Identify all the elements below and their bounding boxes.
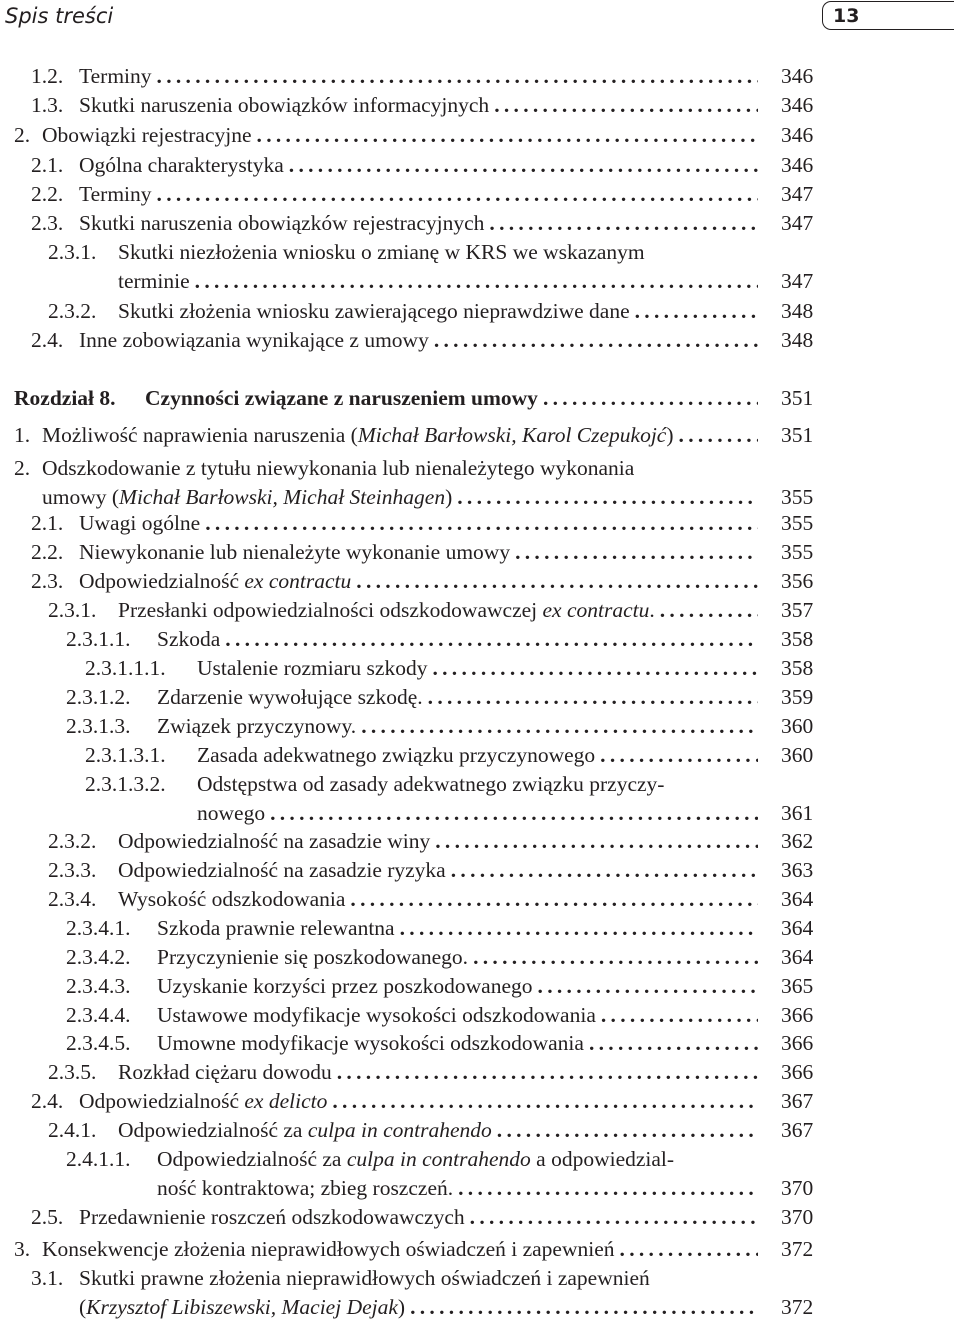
entry-number: 1. — [14, 423, 31, 447]
entry-line — [42, 1235, 758, 1263]
entry-continuation-line — [42, 483, 758, 511]
entry-title — [118, 885, 345, 913]
entry-text: Uzyskanie korzyści przez poszkodowanego — [157, 974, 533, 998]
toc-entry — [0, 827, 960, 856]
dot-leader — [515, 538, 758, 566]
dot-leader — [361, 712, 758, 740]
entry-number: 2.3. — [31, 569, 64, 593]
entry-number: 2.3. — [31, 211, 64, 235]
entry-number: 2.3.1. — [48, 240, 97, 264]
entry-continuation-line — [197, 799, 758, 827]
entry-text: Wysokość odszkodowania — [118, 887, 346, 911]
entry-title — [118, 238, 645, 266]
entry-title — [79, 62, 152, 90]
dot-leader — [489, 209, 758, 237]
dot-leader — [270, 799, 758, 827]
entry-text-italic: Michał Barłowski, Karol Czepukojć — [357, 423, 667, 447]
entry-title — [79, 209, 484, 237]
entry-text: nowego — [197, 801, 266, 825]
dot-leader — [620, 1235, 758, 1263]
entry-line — [79, 91, 758, 119]
entry-title — [42, 421, 674, 449]
toc-entry — [0, 885, 960, 914]
entry-text: ( — [79, 1295, 87, 1319]
toc-entry — [0, 712, 960, 741]
entry-number: 2. — [14, 123, 31, 147]
dot-leader — [458, 1174, 758, 1202]
entry-page-number: 361 — [781, 801, 814, 825]
entry-number: 2.1. — [31, 153, 64, 177]
entry-text: Przyczynienie się poszkodowanego. — [157, 945, 469, 969]
entry-line — [157, 972, 758, 1000]
entry-line — [157, 712, 758, 740]
dot-leader — [497, 1116, 758, 1144]
dot-leader — [332, 1087, 758, 1115]
entry-line — [157, 1001, 758, 1029]
entry-text: Skutki naruszenia obowiązków rejestracyjnych — [79, 211, 485, 235]
dot-leader — [157, 62, 758, 90]
entry-page-number: 366 — [781, 1060, 814, 1084]
entry-title — [79, 1264, 650, 1292]
dot-leader — [679, 421, 758, 449]
entry-title — [79, 567, 351, 595]
entry-number: 2.5. — [31, 1205, 64, 1229]
toc-entry — [0, 1116, 960, 1145]
entry-line — [79, 180, 758, 208]
dot-leader — [225, 625, 758, 653]
entry-title — [197, 770, 664, 798]
toc-entry — [0, 91, 960, 120]
dot-leader — [538, 972, 758, 1000]
dot-leader — [337, 1058, 758, 1086]
entry-line — [79, 326, 758, 354]
toc-entry — [0, 1203, 960, 1232]
entry-line — [79, 1264, 758, 1292]
entry-title — [157, 914, 395, 942]
entry-page-number: 346 — [781, 64, 814, 88]
dot-leader — [289, 151, 758, 179]
entry-number: 2.3.4.1. — [66, 916, 131, 940]
entry-number: 2.3.4. — [48, 887, 97, 911]
entry-line — [42, 421, 758, 449]
dot-leader — [157, 180, 758, 208]
toc-entry — [0, 1058, 960, 1087]
entry-page-number: 356 — [781, 569, 814, 593]
toc-entry — [0, 1001, 960, 1030]
entry-page-number: 355 — [781, 485, 814, 509]
entry-number: Rozdział 8. — [14, 386, 116, 410]
toc-entry — [0, 121, 960, 150]
entry-title — [157, 1029, 584, 1057]
entry-page-number: 367 — [781, 1089, 814, 1113]
entry-text: Odpowiedzialność — [79, 569, 245, 593]
toc-entry — [0, 770, 960, 828]
toc-entry — [0, 1264, 960, 1322]
entry-page-number: 347 — [781, 269, 814, 293]
toc-entry — [0, 856, 960, 885]
toc-entry — [0, 454, 960, 512]
entry-page-number: 370 — [781, 1176, 814, 1200]
entry-title — [118, 856, 446, 884]
entry-line — [118, 238, 758, 266]
entry-title — [42, 1235, 615, 1263]
entry-text-suffix: ) — [445, 485, 453, 509]
entry-page-number: 348 — [781, 328, 814, 352]
toc-entry — [0, 384, 960, 413]
entry-title — [157, 972, 533, 1000]
entry-text: umowy ( — [42, 485, 120, 509]
entry-text: Przesłanki odpowiedzialności odszkodowawczej — [118, 598, 543, 622]
entry-text: Rozkład ciężaru dowodu — [118, 1060, 332, 1084]
entry-line — [157, 943, 758, 971]
entry-title — [157, 683, 423, 711]
entry-title-continuation — [79, 1293, 405, 1321]
toc-entry — [0, 1145, 960, 1203]
entry-text: Odstępstwa od zasady adekwatnego związku przyczy- — [197, 772, 665, 796]
entry-text-italic: ex contractu — [542, 598, 650, 622]
entry-page-number: 346 — [781, 123, 814, 147]
entry-number: 1.3. — [31, 93, 64, 117]
entry-text: Skutki naruszenia obowiązków informacyjnych — [79, 93, 490, 117]
toc-entry — [0, 1029, 960, 1058]
entry-title — [118, 1116, 492, 1144]
entry-number: 2.4.1. — [48, 1118, 97, 1142]
entry-page-number: 358 — [781, 627, 814, 651]
entry-text: Inne zobowiązania wynikające z umowy — [79, 328, 429, 352]
entry-number: 2.2. — [31, 182, 64, 206]
entry-line — [118, 297, 758, 325]
entry-title-continuation — [197, 799, 265, 827]
entry-text: Odpowiedzialność — [79, 1089, 245, 1113]
entry-title-continuation — [157, 1174, 453, 1202]
dot-leader — [543, 384, 758, 412]
entry-line — [42, 121, 758, 149]
entry-page-number: 347 — [781, 211, 814, 235]
entry-title — [157, 1001, 596, 1029]
entry-line — [197, 741, 758, 769]
dot-leader — [457, 483, 758, 511]
dot-leader — [257, 121, 758, 149]
entry-number: 2.3.1.3. — [66, 714, 131, 738]
entry-line — [79, 567, 758, 595]
entry-page-number: 358 — [781, 656, 814, 680]
entry-title — [145, 384, 538, 412]
entry-number: 2.3.4.2. — [66, 945, 131, 969]
entry-title — [42, 454, 634, 482]
entry-title — [118, 297, 630, 325]
entry-title — [118, 1058, 332, 1086]
entry-text: Niewykonanie lub nienależyte wykonanie umowy — [79, 540, 511, 564]
toc-entry — [0, 209, 960, 238]
entry-page-number: 365 — [781, 974, 814, 998]
entry-title — [79, 180, 152, 208]
entry-text-italic: Krzysztof Libiszewski, Maciej Dejak — [86, 1295, 398, 1319]
entry-text: Odpowiedzialność na zasadzie winy — [118, 829, 431, 853]
dot-leader — [494, 91, 758, 119]
entry-line — [79, 538, 758, 566]
entry-text: Szkoda — [157, 627, 221, 651]
toc-entry — [0, 509, 960, 538]
dot-leader — [356, 567, 758, 595]
dot-leader — [470, 1203, 758, 1231]
entry-number: 2.1. — [31, 511, 64, 535]
entry-text: Czynności związane z naruszeniem umowy — [145, 386, 538, 410]
toc-entry — [0, 741, 960, 770]
entry-line — [79, 509, 758, 537]
entry-page-number: 348 — [781, 299, 814, 323]
entry-number: 2.4.1.1. — [66, 1147, 131, 1171]
toc-entry — [0, 914, 960, 943]
entry-number: 2.3.1.3.1. — [85, 743, 166, 767]
entry-line — [79, 151, 758, 179]
entry-line — [42, 454, 758, 482]
entry-line — [197, 770, 758, 798]
entry-text: Odpowiedzialność za — [157, 1147, 347, 1171]
entry-page-number: 370 — [781, 1205, 814, 1229]
entry-text: Ogólna charakterystyka — [79, 153, 284, 177]
entry-text: Zdarzenie wywołujące szkodę. — [157, 685, 423, 709]
entry-title — [79, 91, 489, 119]
entry-line — [197, 654, 758, 682]
entry-line — [118, 1058, 758, 1086]
entry-page-number: 364 — [781, 887, 814, 911]
dot-leader — [600, 741, 758, 769]
entry-text: Możliwość naprawienia naruszenia ( — [42, 423, 358, 447]
dot-leader — [635, 297, 758, 325]
dot-leader — [451, 856, 758, 884]
dot-leader — [601, 1001, 758, 1029]
toc-entry — [0, 180, 960, 209]
entry-line — [145, 384, 758, 412]
entry-number: 2.4. — [31, 1089, 64, 1113]
entry-number: 2.3.4.4. — [66, 1003, 131, 1027]
dot-leader — [432, 654, 758, 682]
entry-text-suffix: a odpowiedzial- — [530, 1147, 675, 1171]
entry-title — [157, 943, 468, 971]
entry-title — [79, 1203, 465, 1231]
entry-number: 2. — [14, 456, 31, 480]
dot-leader — [400, 914, 758, 942]
entry-title — [79, 326, 429, 354]
entry-number: 2.3.1.1.1. — [85, 656, 166, 680]
toc-entry — [0, 943, 960, 972]
entry-text-suffix: ) — [397, 1295, 406, 1319]
entry-page-number: 372 — [781, 1295, 814, 1319]
entry-text: Terminy — [79, 182, 152, 206]
entry-text: Związek przyczynowy. — [157, 714, 357, 738]
entry-text: Ustawowe modyfikacje wysokości odszkodowania — [157, 1003, 596, 1027]
entry-page-number: 355 — [781, 540, 814, 564]
entry-title — [157, 712, 356, 740]
entry-line — [79, 1087, 758, 1115]
entry-number: 3.1. — [31, 1266, 64, 1290]
entry-text: Skutki złożenia wniosku zawierającego nieprawdziwe dane — [118, 299, 630, 323]
entry-page-number: 364 — [781, 916, 814, 940]
entry-number: 3. — [14, 1237, 31, 1261]
entry-line — [79, 1203, 758, 1231]
entry-text: Obowiązki rejestracyjne — [42, 123, 252, 147]
entry-number: 2.3.1.1. — [66, 627, 131, 651]
entry-title-continuation — [42, 483, 452, 511]
entry-line — [79, 62, 758, 90]
entry-text-italic: culpa in contrahendo — [307, 1118, 492, 1142]
entry-title — [79, 1087, 327, 1115]
entry-text: Konsekwencje złożenia nieprawidłowych oświadczeń i zapewnień — [42, 1237, 615, 1261]
entry-number: 2.2. — [31, 540, 64, 564]
entry-text: Zasada adekwatnego związku przyczynowego — [197, 743, 596, 767]
dot-leader — [205, 509, 758, 537]
toc-entry — [0, 62, 960, 91]
entry-page-number: 360 — [781, 743, 814, 767]
entry-title-continuation — [118, 267, 190, 295]
entry-page-number: 366 — [781, 1003, 814, 1027]
toc-entry — [0, 625, 960, 654]
entry-number: 2.3.2. — [48, 299, 97, 323]
entry-text: Ustalenie rozmiaru szkody — [197, 656, 428, 680]
entry-title — [157, 625, 220, 653]
toc-entry — [0, 654, 960, 683]
entry-title — [79, 538, 510, 566]
entry-number: 2.3.1.2. — [66, 685, 131, 709]
entry-number: 2.3.4.3. — [66, 974, 131, 998]
entry-continuation-line — [79, 1293, 758, 1321]
entry-text: Odszkodowanie z tytułu niewykonania lub nienależytego wykonania — [42, 456, 635, 480]
entry-number: 2.4. — [31, 328, 64, 352]
entry-number: 2.3.1.3.2. — [85, 772, 166, 796]
entry-title — [118, 827, 430, 855]
entry-line — [118, 827, 758, 855]
entry-line — [157, 625, 758, 653]
entry-text: Skutki prawne złożenia nieprawidłowych oświadczeń i zapewnień — [79, 1266, 650, 1290]
entry-text: Szkoda prawnie relewantna — [157, 916, 395, 940]
toc-entry — [0, 538, 960, 567]
entry-page-number: 367 — [781, 1118, 814, 1142]
entry-page-number: 346 — [781, 93, 814, 117]
running-header-title: Spis treści — [5, 4, 114, 28]
entry-page-number: 359 — [781, 685, 814, 709]
toc-entry — [0, 297, 960, 326]
toc-entry — [0, 1235, 960, 1264]
entry-title — [79, 151, 284, 179]
entry-continuation-line — [157, 1174, 758, 1202]
dot-leader — [410, 1293, 758, 1321]
entry-page-number: 372 — [781, 1237, 814, 1261]
toc-entry — [0, 1087, 960, 1116]
entry-page-number: 351 — [781, 423, 814, 447]
entry-line — [157, 914, 758, 942]
dot-leader — [428, 683, 758, 711]
toc-entry — [0, 596, 960, 625]
entry-title — [42, 121, 252, 149]
entry-page-number: 355 — [781, 511, 814, 535]
entry-number: 2.3.1. — [48, 598, 97, 622]
entry-page-number: 351 — [781, 386, 814, 410]
entry-text: Terminy — [79, 64, 152, 88]
entry-line — [118, 596, 758, 624]
entry-page-number: 347 — [781, 182, 814, 206]
dot-leader — [473, 943, 758, 971]
entry-text-suffix: . — [649, 598, 655, 622]
entry-page-number: 346 — [781, 153, 814, 177]
entry-text: Skutki niezłożenia wniosku o zmianę w KRS we wskazanym — [118, 240, 645, 264]
toc-entry — [0, 683, 960, 712]
entry-text: Uwagi ogólne — [79, 511, 201, 535]
entry-text-italic: ex delicto — [244, 1089, 328, 1113]
entry-page-number: 357 — [781, 598, 814, 622]
entry-text: ność kontraktowa; zbieg roszczeń. — [157, 1176, 454, 1200]
entry-number: 2.3.3. — [48, 858, 97, 882]
page-number: 13 — [833, 5, 860, 27]
dot-leader — [435, 827, 758, 855]
dot-leader — [589, 1029, 758, 1057]
entry-page-number: 364 — [781, 945, 814, 969]
entry-continuation-line — [118, 267, 758, 295]
entry-line — [157, 683, 758, 711]
entry-line — [118, 885, 758, 913]
entry-page-number: 362 — [781, 829, 814, 853]
dot-leader — [660, 596, 758, 624]
entry-text: Umowne modyfikacje wysokości odszkodowania — [157, 1031, 584, 1055]
entry-line — [157, 1145, 758, 1173]
entry-line — [118, 856, 758, 884]
entry-line — [118, 1116, 758, 1144]
entry-number: 2.3.2. — [48, 829, 97, 853]
entry-title — [197, 741, 595, 769]
toc-entry — [0, 421, 960, 450]
entry-page-number: 366 — [781, 1031, 814, 1055]
entry-number: 1.2. — [31, 64, 64, 88]
entry-title — [197, 654, 427, 682]
entry-title — [157, 1145, 674, 1173]
toc-entry — [0, 151, 960, 180]
entry-text-italic: Michał Barłowski, Michał Steinhagen — [119, 485, 446, 509]
dot-leader — [195, 267, 758, 295]
entry-page-number: 363 — [781, 858, 814, 882]
toc-entry — [0, 238, 960, 296]
entry-text: Odpowiedzialność na zasadzie ryzyka — [118, 858, 446, 882]
entry-line — [157, 1029, 758, 1057]
entry-text: terminie — [118, 269, 190, 293]
entry-number: 2.3.4.5. — [66, 1031, 131, 1055]
entry-title — [118, 596, 655, 624]
dot-leader — [350, 885, 758, 913]
entry-number: 2.3.5. — [48, 1060, 97, 1084]
entry-line — [79, 209, 758, 237]
entry-text: Przedawnienie roszczeń odszkodowawczych — [79, 1205, 465, 1229]
entry-page-number: 360 — [781, 714, 814, 738]
toc-entry — [0, 326, 960, 355]
entry-text-italic: culpa in contrahendo — [346, 1147, 531, 1171]
entry-text: Odpowiedzialność za — [118, 1118, 308, 1142]
toc-entry — [0, 972, 960, 1001]
entry-title — [79, 509, 200, 537]
entry-text-italic: ex contractu — [244, 569, 352, 593]
entry-text-suffix: ) — [666, 423, 674, 447]
dot-leader — [434, 326, 758, 354]
toc-entry — [0, 567, 960, 596]
